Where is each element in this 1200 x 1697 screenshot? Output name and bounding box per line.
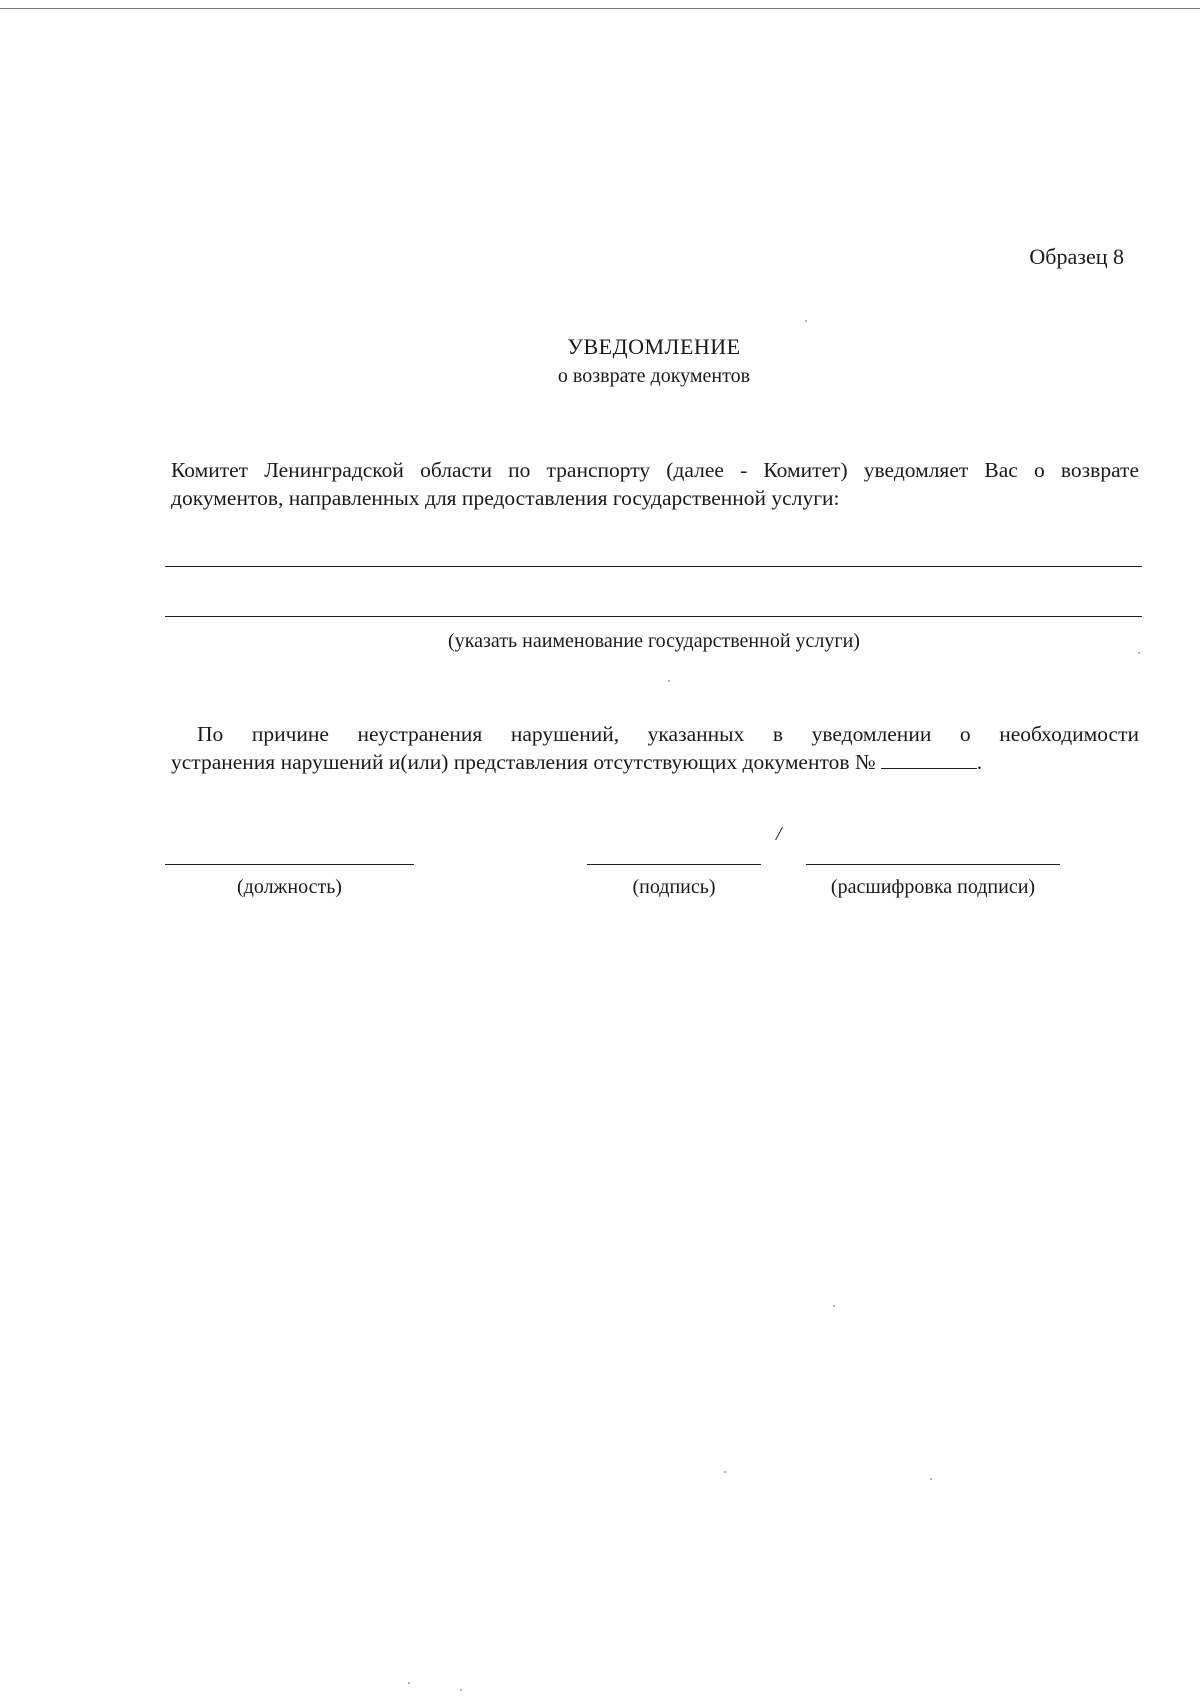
reason-paragraph-line: По причине неустранения нарушений, указанных в уведомлении о необходимости [197,722,1139,746]
service-name-blank-line[interactable] [165,566,1142,567]
reason-paragraph [171,720,1139,776]
notice-paragraph-line: Комитет Ленинградской области по транспорту (далее - Комитет) уведомляет Вас о возврате [171,458,1139,482]
position-blank-line[interactable] [165,864,414,865]
notice-paragraph-line: документов, направленных для предоставления государственной услуги: [171,486,840,510]
service-name-blank-line[interactable] [165,616,1142,617]
position-caption: (должность) [237,876,342,898]
scan-speck [724,1471,726,1473]
signature-separator: / [776,823,782,845]
reason-paragraph-line [171,748,1139,776]
signature-caption: (подпись) [632,876,716,898]
notice-number-blank[interactable] [881,748,977,769]
scan-speck [408,1682,410,1684]
scan-speck [460,1689,462,1691]
signature-blank-line[interactable] [587,864,761,865]
service-name-hint: (указать наименование государственной услуги) [448,630,860,652]
signature-decode-blank-line[interactable] [806,864,1060,865]
sample-label: Образец 8 [1029,244,1124,269]
scan-speck [805,320,807,322]
period: . [976,750,983,774]
notice-paragraph [171,456,1139,512]
document-subtitle: о возврате документов [557,365,751,387]
scan-speck [930,1478,932,1480]
reason-paragraph-text: устранения нарушений и(или) представления отсутствующих документов № [171,750,876,774]
scan-speck [833,1305,835,1307]
scan-edge-line [0,8,1200,9]
signature-decode-caption: (расшифровка подписи) [830,876,1036,898]
scan-speck [668,680,670,682]
document-title: УВЕДОМЛЕНИЕ [567,334,741,359]
